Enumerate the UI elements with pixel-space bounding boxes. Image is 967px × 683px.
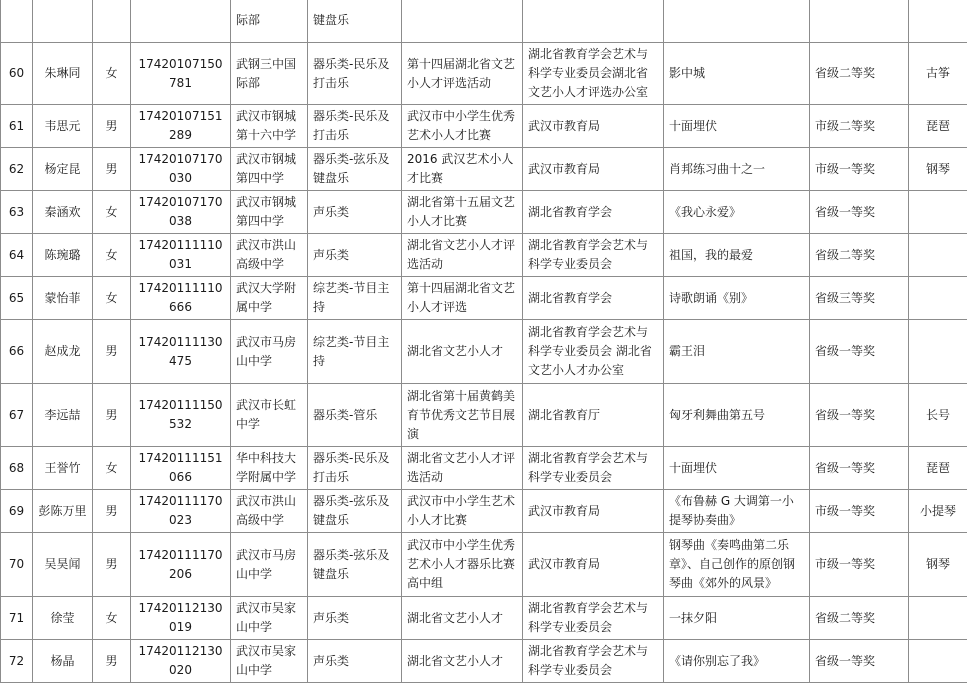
award-level-cell: 市级一等奖 — [810, 533, 909, 597]
student-id-cell: 17420112130020 — [131, 640, 231, 683]
table-row — [1, 191, 967, 234]
row-number-cell: 70 — [1, 533, 33, 597]
student-id-cell: 17420111110031 — [131, 234, 231, 277]
category-cell: 器乐类-弦乐及键盘乐 — [308, 490, 402, 533]
award-level-cell — [810, 0, 909, 43]
student-name-cell: 秦涵欢 — [33, 191, 93, 234]
gender-cell: 男 — [93, 384, 131, 447]
student-id-cell: 17420111110666 — [131, 277, 231, 320]
table-row — [1, 148, 967, 191]
award-level-cell: 市级二等奖 — [810, 105, 909, 148]
category-cell: 器乐类-民乐及打击乐 — [308, 105, 402, 148]
table-row — [1, 490, 967, 533]
organizer-cell: 湖北省教育学会艺术与科学专业委员会 — [523, 447, 664, 490]
student-id-cell: 17420111150532 — [131, 384, 231, 447]
gender-cell: 男 — [93, 490, 131, 533]
award-level-cell: 省级一等奖 — [810, 191, 909, 234]
school-name-cell: 武汉市钢城第四中学 — [231, 148, 308, 191]
school-name-cell: 际部 — [231, 0, 308, 43]
competition-name-cell: 湖北省文艺小人才评选活动 — [402, 447, 523, 490]
category-cell: 器乐类-弦乐及键盘乐 — [308, 148, 402, 191]
award-level-cell: 省级一等奖 — [810, 640, 909, 683]
student-name-cell — [33, 0, 93, 43]
organizer-cell: 武汉市教育局 — [523, 148, 664, 191]
award-level-cell: 市级一等奖 — [810, 148, 909, 191]
instrument-cell — [909, 597, 967, 640]
gender-cell: 男 — [93, 533, 131, 597]
gender-cell: 男 — [93, 148, 131, 191]
gender-cell: 男 — [93, 640, 131, 683]
row-number-cell: 62 — [1, 148, 33, 191]
competition-name-cell: 武汉市中小学生艺术小人才比赛 — [402, 490, 523, 533]
instrument-cell — [909, 640, 967, 683]
instrument-cell: 钢琴 — [909, 148, 967, 191]
row-number-cell: 63 — [1, 191, 33, 234]
competition-name-cell: 2016 武汉艺术小人才比赛 — [402, 148, 523, 191]
competition-name-cell: 武汉市中小学生优秀艺术小人才比赛 — [402, 105, 523, 148]
instrument-cell: 古筝 — [909, 43, 967, 105]
gender-cell: 女 — [93, 277, 131, 320]
work-title-cell: 《我心永爱》 — [664, 191, 810, 234]
category-cell: 器乐类-管乐 — [308, 384, 402, 447]
organizer-cell — [523, 0, 664, 43]
category-cell: 综艺类-节目主持 — [308, 277, 402, 320]
award-level-cell: 省级二等奖 — [810, 597, 909, 640]
competition-name-cell: 第十四届湖北省文艺小人才评选活动 — [402, 43, 523, 105]
category-cell: 键盘乐 — [308, 0, 402, 43]
work-title-cell: 影中城 — [664, 43, 810, 105]
school-name-cell: 武钢三中国际部 — [231, 43, 308, 105]
organizer-cell: 湖北省教育学会艺术与科学专业委员会 — [523, 597, 664, 640]
work-title-cell: 《布鲁赫 G 大调第一小提琴协奏曲》 — [664, 490, 810, 533]
school-name-cell: 武汉市洪山高级中学 — [231, 234, 308, 277]
organizer-cell: 湖北省教育学会艺术与科学专业委员会 湖北省文艺小人才办公室 — [523, 320, 664, 384]
competition-name-cell: 湖北省文艺小人才 — [402, 597, 523, 640]
gender-cell: 女 — [93, 597, 131, 640]
award-level-cell: 市级一等奖 — [810, 490, 909, 533]
instrument-cell: 钢琴 — [909, 533, 967, 597]
organizer-cell: 湖北省教育学会 — [523, 277, 664, 320]
row-number-cell: 68 — [1, 447, 33, 490]
gender-cell: 男 — [93, 105, 131, 148]
work-title-cell: 《请你别忘了我》 — [664, 640, 810, 683]
table-row — [1, 277, 967, 320]
table-row — [1, 320, 967, 384]
work-title-cell: 匈牙利舞曲第五号 — [664, 384, 810, 447]
competition-name-cell: 湖北省文艺小人才评选活动 — [402, 234, 523, 277]
instrument-cell: 琵琶 — [909, 447, 967, 490]
competition-name-cell: 湖北省第十五届文艺小人才比赛 — [402, 191, 523, 234]
student-id-cell: 17420111151066 — [131, 447, 231, 490]
row-number-cell: 67 — [1, 384, 33, 447]
instrument-cell — [909, 320, 967, 384]
instrument-cell: 小提琴 — [909, 490, 967, 533]
student-id-cell: 17420107150781 — [131, 43, 231, 105]
gender-cell: 女 — [93, 234, 131, 277]
gender-cell: 女 — [93, 447, 131, 490]
award-level-cell: 省级一等奖 — [810, 320, 909, 384]
category-cell: 声乐类 — [308, 597, 402, 640]
category-cell: 器乐类-弦乐及键盘乐 — [308, 533, 402, 597]
student-name-cell: 吴昊闻 — [33, 533, 93, 597]
organizer-cell: 武汉市教育局 — [523, 490, 664, 533]
student-name-cell: 韦思元 — [33, 105, 93, 148]
row-number-cell: 64 — [1, 234, 33, 277]
table-row — [1, 533, 967, 597]
student-id-cell — [131, 0, 231, 43]
category-cell: 器乐类-民乐及打击乐 — [308, 43, 402, 105]
student-id-cell: 17420107170038 — [131, 191, 231, 234]
instrument-cell — [909, 0, 967, 43]
work-title-cell: 祖国，我的最爱 — [664, 234, 810, 277]
work-title-cell: 霸王泪 — [664, 320, 810, 384]
organizer-cell: 武汉市教育局 — [523, 105, 664, 148]
work-title-cell — [664, 0, 810, 43]
work-title-cell: 十面埋伏 — [664, 447, 810, 490]
table-row — [1, 597, 967, 640]
row-number-cell: 66 — [1, 320, 33, 384]
student-name-cell: 杨晶 — [33, 640, 93, 683]
school-name-cell: 华中科技大学附属中学 — [231, 447, 308, 490]
competition-name-cell: 湖北省第十届黄鹤美育节优秀文艺节目展演 — [402, 384, 523, 447]
student-name-cell: 彭陈万里 — [33, 490, 93, 533]
table-row — [1, 43, 967, 105]
row-number-cell: 71 — [1, 597, 33, 640]
student-name-cell: 陈琬璐 — [33, 234, 93, 277]
row-number-cell — [1, 0, 33, 43]
school-name-cell: 武汉市马房山中学 — [231, 533, 308, 597]
instrument-cell — [909, 277, 967, 320]
competition-name-cell: 第十四届湖北省文艺小人才评选 — [402, 277, 523, 320]
row-number-cell: 65 — [1, 277, 33, 320]
organizer-cell: 湖北省教育学会 — [523, 191, 664, 234]
table-row — [1, 105, 967, 148]
category-cell: 声乐类 — [308, 234, 402, 277]
school-name-cell: 武汉市洪山高级中学 — [231, 490, 308, 533]
work-title-cell: 一抹夕阳 — [664, 597, 810, 640]
student-id-cell: 17420107170030 — [131, 148, 231, 191]
organizer-cell: 湖北省教育学会艺术与科学专业委员会 — [523, 234, 664, 277]
work-title-cell: 十面埋伏 — [664, 105, 810, 148]
gender-cell: 女 — [93, 191, 131, 234]
student-id-cell: 17420112130019 — [131, 597, 231, 640]
award-level-cell: 省级二等奖 — [810, 43, 909, 105]
student-id-cell: 17420111170206 — [131, 533, 231, 597]
student-name-cell: 赵成龙 — [33, 320, 93, 384]
category-cell: 器乐类-民乐及打击乐 — [308, 447, 402, 490]
competition-name-cell — [402, 0, 523, 43]
organizer-cell: 武汉市教育局 — [523, 533, 664, 597]
row-number-cell: 72 — [1, 640, 33, 683]
table-row — [1, 640, 967, 683]
school-name-cell: 武汉市长虹中学 — [231, 384, 308, 447]
student-name-cell: 王誉竹 — [33, 447, 93, 490]
table-row — [1, 447, 967, 490]
row-number-cell: 60 — [1, 43, 33, 105]
category-cell: 综艺类-节目主持 — [308, 320, 402, 384]
competition-name-cell: 湖北省文艺小人才 — [402, 320, 523, 384]
instrument-cell — [909, 191, 967, 234]
student-id-cell: 17420111170023 — [131, 490, 231, 533]
category-cell: 声乐类 — [308, 191, 402, 234]
gender-cell: 女 — [93, 43, 131, 105]
award-level-cell: 省级一等奖 — [810, 447, 909, 490]
row-number-cell: 69 — [1, 490, 33, 533]
school-name-cell: 武汉市吴家山中学 — [231, 640, 308, 683]
awards-table-body — [1, 0, 967, 683]
work-title-cell: 肖邦练习曲十之一 — [664, 148, 810, 191]
school-name-cell: 武汉大学附属中学 — [231, 277, 308, 320]
student-id-cell: 17420107151289 — [131, 105, 231, 148]
school-name-cell: 武汉市吴家山中学 — [231, 597, 308, 640]
school-name-cell: 武汉市钢城第四中学 — [231, 191, 308, 234]
competition-name-cell: 湖北省文艺小人才 — [402, 640, 523, 683]
student-name-cell: 徐莹 — [33, 597, 93, 640]
award-level-cell: 省级三等奖 — [810, 277, 909, 320]
instrument-cell: 长号 — [909, 384, 967, 447]
table-row — [1, 384, 967, 447]
gender-cell: 男 — [93, 320, 131, 384]
award-level-cell: 省级二等奖 — [810, 234, 909, 277]
work-title-cell: 诗歌朗诵《别》 — [664, 277, 810, 320]
work-title-cell: 钢琴曲《奏鸣曲第二乐章》、自己创作的原创钢琴曲《郊外的风景》 — [664, 533, 810, 597]
school-name-cell: 武汉市钢城第十六中学 — [231, 105, 308, 148]
category-cell: 声乐类 — [308, 640, 402, 683]
table-row — [1, 234, 967, 277]
student-name-cell: 杨定昆 — [33, 148, 93, 191]
student-name-cell: 朱琳同 — [33, 43, 93, 105]
competition-name-cell: 武汉市中小学生优秀艺术小人才器乐比赛高中组 — [402, 533, 523, 597]
instrument-cell — [909, 234, 967, 277]
organizer-cell: 湖北省教育学会艺术与科学专业委员会湖北省文艺小人才评选办公室 — [523, 43, 664, 105]
student-name-cell: 李远喆 — [33, 384, 93, 447]
award-level-cell: 省级一等奖 — [810, 384, 909, 447]
organizer-cell: 湖北省教育学会艺术与科学专业委员会 — [523, 640, 664, 683]
organizer-cell: 湖北省教育厅 — [523, 384, 664, 447]
row-number-cell: 61 — [1, 105, 33, 148]
table-row — [1, 0, 967, 43]
student-name-cell: 蒙怡菲 — [33, 277, 93, 320]
instrument-cell: 琵琶 — [909, 105, 967, 148]
student-id-cell: 17420111130475 — [131, 320, 231, 384]
gender-cell — [93, 0, 131, 43]
school-name-cell: 武汉市马房山中学 — [231, 320, 308, 384]
